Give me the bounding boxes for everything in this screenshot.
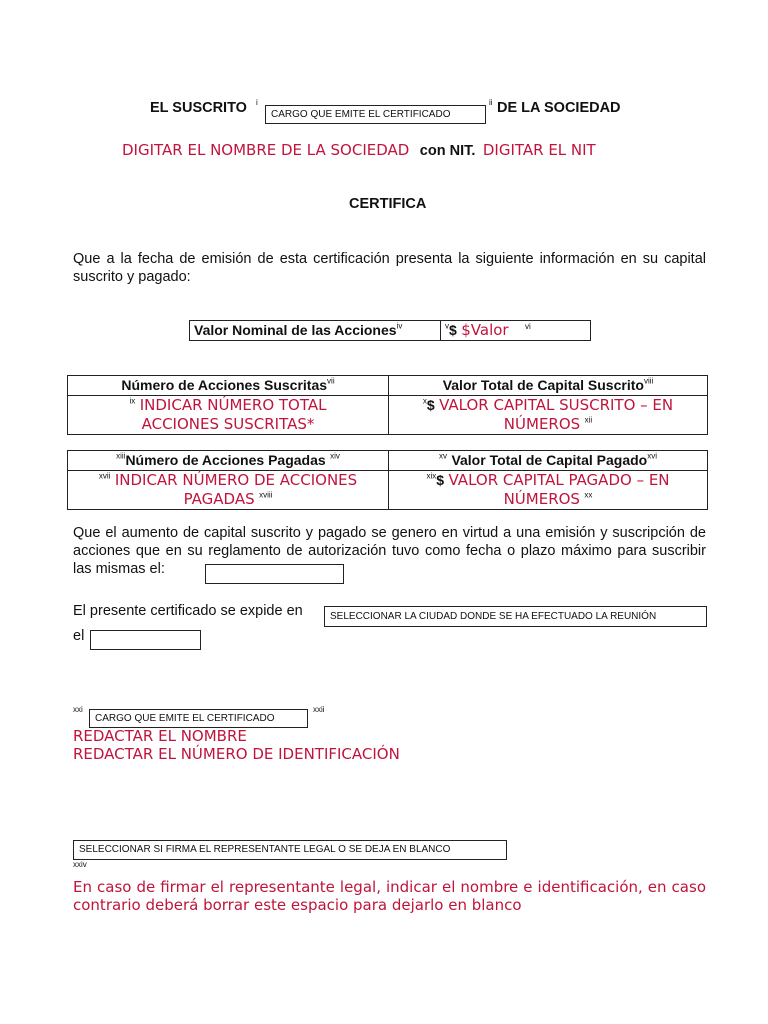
- nit-label: con NIT.: [419, 143, 476, 159]
- pagadas-capital-placeholder[interactable]: VALOR CAPITAL PAGADO – EN NÚMEROS: [448, 471, 670, 508]
- certifica-title: CERTIFICA: [349, 196, 427, 212]
- endnote-xix: xix: [426, 471, 437, 481]
- suscritas-table: [67, 375, 708, 435]
- suscritas-currency: $: [426, 397, 435, 413]
- de-la-sociedad-label: DE LA SOCIEDAD: [497, 100, 621, 116]
- aumento-paragraph: Que el aumento de capital suscrito y pagado se genero en virtud a una emisión y suscripción de acciones que en su reglamento de autorización tuvo como fecha o plazo máximo para suscribir las mismas el:: [73, 525, 706, 577]
- plazo-date-field[interactable]: [205, 564, 344, 584]
- endnote-vi: vi: [525, 321, 531, 331]
- cargo-field[interactable]: CARGO QUE EMITE EL CERTIFICADO: [265, 105, 486, 124]
- pagadas-col2-value-cell[interactable]: [389, 471, 708, 510]
- endnote-xxii: xxii: [313, 705, 325, 714]
- legal-rep-instruction[interactable]: En caso de firmar el representante legal, indicar el nombre e identificación, en caso contrario deberá borrar este espacio para dejarlo en blanco: [73, 878, 706, 914]
- intro-paragraph: Que a la fecha de emisión de esta certificación presenta la siguiente información en su capital suscrito y pagado:: [73, 251, 706, 285]
- signer-name-placeholder[interactable]: REDACTAR EL NOMBRE: [73, 727, 247, 745]
- endnote-xxiv: xxiv: [73, 860, 87, 869]
- suscritas-col1-header-cell: [68, 376, 389, 396]
- nominal-value-cell[interactable]: [441, 321, 591, 341]
- endnote-xx: xx: [584, 490, 593, 500]
- nominal-label-cell: [190, 321, 441, 341]
- endnote-xv: xv: [438, 451, 447, 461]
- endnote-i: i: [256, 98, 258, 107]
- suscrito-label: EL SUSCRITO: [150, 100, 247, 116]
- expide-date-field[interactable]: [90, 630, 201, 650]
- suscritas-col1-value-cell[interactable]: [68, 396, 389, 435]
- endnote-xxi: xxi: [73, 705, 83, 714]
- header-line: [150, 100, 670, 126]
- endnote-iv: iv: [396, 321, 403, 331]
- signature-cargo-field[interactable]: CARGO QUE EMITE EL CERTIFICADO: [89, 709, 308, 728]
- suscritas-count-placeholder[interactable]: INDICAR NÚMERO TOTAL ACCIONES SUSCRITAS*: [139, 396, 327, 433]
- signer-id-placeholder[interactable]: REDACTAR EL NÚMERO DE IDENTIFICACIÓN: [73, 745, 400, 763]
- nit-placeholder[interactable]: DIGITAR EL NIT: [482, 141, 596, 159]
- endnote-xiii: xiii: [116, 451, 126, 461]
- endnote-x: x: [422, 396, 427, 406]
- endnote-ii: ii: [489, 98, 493, 107]
- suscritas-col2-header-cell: [389, 376, 708, 396]
- suscritas-col2-header: Valor Total de Capital Suscrito: [442, 377, 644, 393]
- endnote-ix: ix: [129, 396, 136, 406]
- expide-text: El presente certificado se expide en: [73, 603, 303, 619]
- pagadas-col1-header: Número de Acciones Pagadas: [125, 452, 326, 468]
- pagadas-table: [67, 450, 708, 510]
- el-label: el: [73, 628, 85, 644]
- pagadas-col1-header-cell: [68, 451, 389, 471]
- endnote-xii: xii: [584, 415, 593, 425]
- suscritas-col2-value-cell[interactable]: [389, 396, 708, 435]
- endnote-xviii: xviii: [259, 490, 273, 500]
- pagadas-currency: $: [436, 472, 445, 488]
- nominal-label: Valor Nominal de las Acciones: [194, 322, 397, 338]
- endnote-xvi: xvi: [647, 451, 657, 461]
- nominal-value-placeholder[interactable]: $Valor: [461, 321, 509, 339]
- endnote-viii: viii: [643, 376, 654, 386]
- nominal-value-table: [189, 320, 591, 341]
- endnote-xiv: xiv: [330, 451, 340, 461]
- company-line: [122, 141, 596, 160]
- legal-rep-select-field[interactable]: SELECCIONAR SI FIRMA EL REPRESENTANTE LEGAL O SE DEJA EN BLANCO: [73, 840, 507, 860]
- suscritas-col1-header: Número de Acciones Suscritas: [121, 377, 328, 393]
- endnote-xvii: xvii: [98, 471, 111, 481]
- suscritas-capital-placeholder[interactable]: VALOR CAPITAL SUSCRITO – EN NÚMEROS: [439, 396, 674, 433]
- company-name-placeholder[interactable]: DIGITAR EL NOMBRE DE LA SOCIEDAD: [122, 141, 410, 159]
- nominal-currency: $: [449, 322, 457, 338]
- endnote-vii: vii: [327, 376, 335, 386]
- pagadas-col2-header-cell: [389, 451, 708, 471]
- pagadas-count-placeholder[interactable]: INDICAR NÚMERO DE ACCIONES PAGADAS: [114, 471, 358, 508]
- pagadas-col1-value-cell[interactable]: [68, 471, 389, 510]
- city-select-field[interactable]: SELECCIONAR LA CIUDAD DONDE SE HA EFECTUADO LA REUNIÓN: [324, 606, 707, 627]
- pagadas-col2-header: Valor Total de Capital Pagado: [451, 452, 648, 468]
- endnote-v: v: [445, 321, 449, 331]
